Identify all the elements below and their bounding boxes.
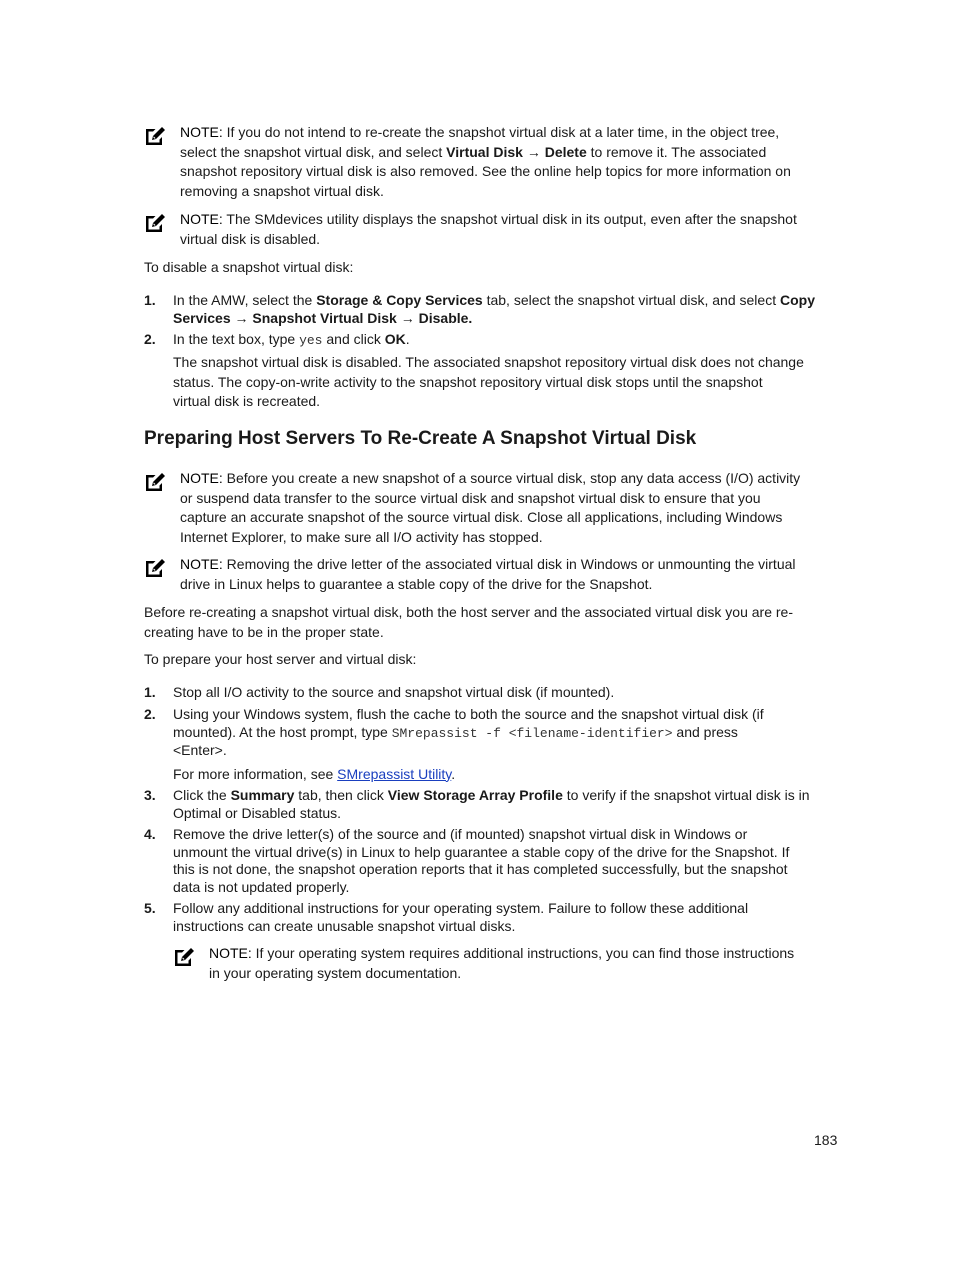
disable-step-2: 2. In the text box, type yes and click OK.	[144, 331, 410, 348]
note-label: NOTE:	[180, 124, 223, 140]
note-4: NOTE: Removing the drive letter of the associated virtual disk in Windows or unmounting the virtual drive in Linux helps to guarantee a stable copy of the drive for the Snapshot.	[144, 555, 844, 595]
section-heading: Preparing Host Servers To Re-Create A Snapshot Virtual Disk	[144, 428, 697, 449]
code-smrepassist: SMrepassist -f <filename-identifier>	[391, 725, 673, 741]
code-yes: yes	[299, 333, 323, 348]
note-pencil-icon	[144, 557, 166, 579]
prepare-step-2: 2. Using your Windows system, flush the cache to both the source and the snapshot virtual disk (if mounted). At the host prompt, type SMrepassist -f <filename-identifier> and press <Enter>. For more information, see SMrepassist Utility.	[144, 706, 764, 782]
page-number: 183	[814, 1132, 838, 1148]
prepare-step-3: 3. Click the Summary tab, then click View Storage Array Profile to verify if the snapshot virtual disk is in Optimal or Disabled status.	[144, 787, 810, 821]
intro-prepare: To prepare your host server and virtual disk:	[144, 651, 417, 667]
note-pencil-icon	[144, 471, 166, 493]
note-pencil-icon	[173, 946, 195, 968]
disable-step-1: 1. In the AMW, select the Storage & Copy Services tab, select the snapshot virtual disk, and select Copy Services → Snapshot Virtual Disk → Disable.	[144, 292, 815, 326]
note-3: NOTE: Before you create a new snapshot of a source virtual disk, stop any data access (I/O) activity or suspend data transfer to the source virtual disk and snapshot virtual disk to ensure that you capture an accurate snapshot of the source virtual disk. Close all applications, including Windows Internet Explorer, to make sure all I/O activity has stopped.	[144, 469, 844, 549]
note-pencil-icon	[144, 212, 166, 234]
prepare-step-4: 4. Remove the drive letter(s) of the source and (if mounted) snapshot virtual disk in Windows or unmount the virtual drive(s) in Linux to help guarantee a stable copy of the drive for the Snapshot. If this is not done, the snapshot operation reports that it has completed successfully, but the snapshot data is not updated properly.	[144, 826, 790, 895]
note-label: NOTE:	[180, 211, 223, 227]
prepare-step-1: 1. Stop all I/O activity to the source and snapshot virtual disk (if mounted).	[144, 684, 615, 700]
note-2: NOTE: The SMdevices utility displays the snapshot virtual disk in its output, even after the snapshot virtual disk is disabled.	[144, 210, 844, 250]
disable-step-2-result: The snapshot virtual disk is disabled. The associated snapshot repository virtual disk does not change status. The copy-on-write activity to the snapshot repository virtual disk stops until the snapshot virtual disk is recreated.	[173, 354, 804, 409]
note-label: NOTE:	[209, 945, 252, 961]
smrepassist-utility-link[interactable]: SMrepassist Utility	[337, 765, 452, 782]
note-5: NOTE: If your operating system requires additional instructions, you can find those instructions in your operating system documentation.	[173, 944, 843, 984]
note-1: NOTE: If you do not intend to re-create the snapshot virtual disk at a later time, in the object tree, select the snapshot virtual disk, and select Virtual Disk → Delete to remove it. The associated snapshot repository virtual disk is also removed. See the online help topics for more information on removing a snapshot virtual disk.	[144, 123, 844, 203]
note-label: NOTE:	[180, 470, 223, 486]
prepare-step-5: 5. Follow any additional instructions for your operating system. Failure to follow these additional instructions can create unusable snapshot virtual disks.	[144, 900, 749, 934]
para-before-recreating: Before re-creating a snapshot virtual disk, both the host server and the associated virtual disk you are re- creating have to be in the proper state.	[144, 604, 794, 640]
intro-disable: To disable a snapshot virtual disk:	[144, 259, 354, 275]
note-pencil-icon	[144, 125, 166, 147]
note-label: NOTE:	[180, 556, 223, 572]
